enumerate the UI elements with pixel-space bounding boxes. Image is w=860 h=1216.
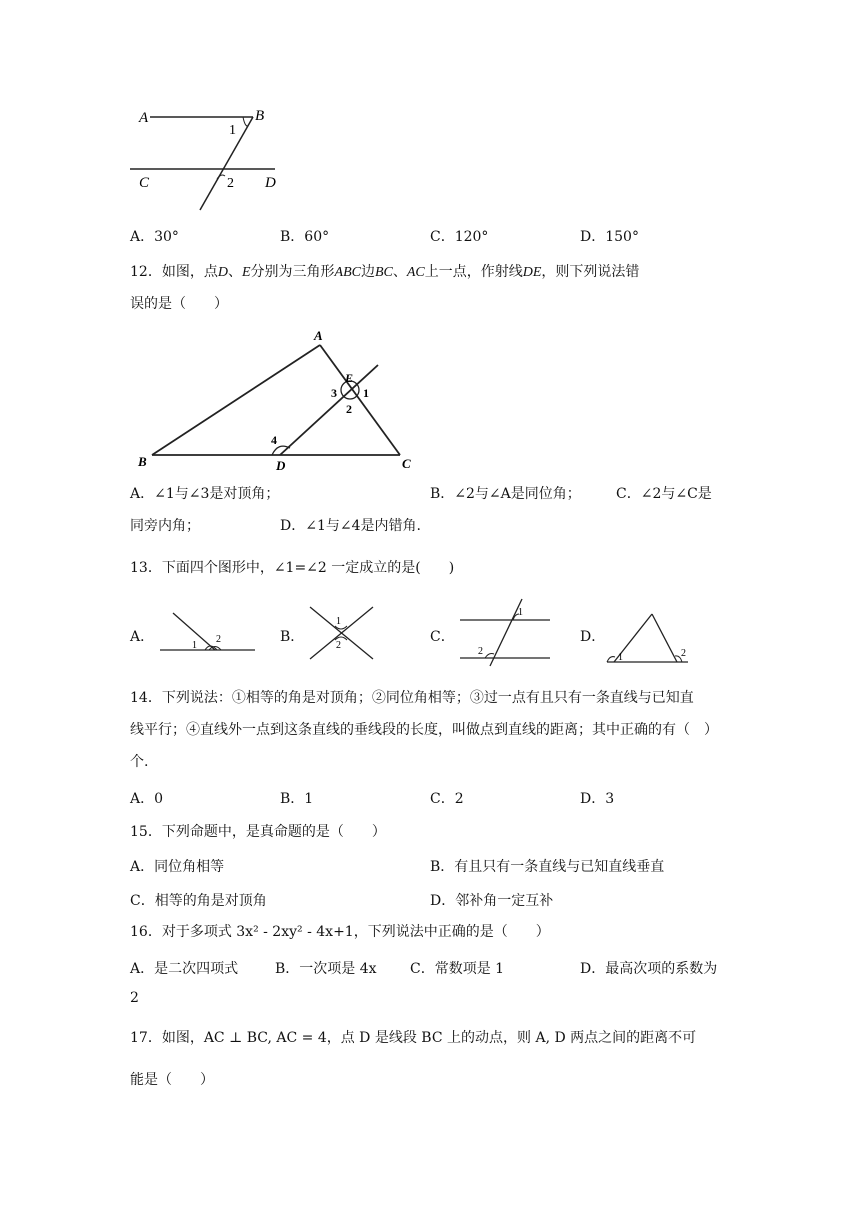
q13-figure-a (155, 605, 260, 655)
svg-text:1: 1 (229, 123, 236, 138)
q14-stem-line3: 个. (130, 754, 149, 770)
q14-option-b[interactable]: B．1 (280, 791, 314, 807)
q12-option-c-cont: 同旁内角； (130, 518, 200, 534)
svg-text:2: 2 (681, 648, 686, 659)
q15-option-a[interactable]: A．同位角相等 (130, 859, 225, 875)
svg-text:C: C (139, 175, 150, 191)
q13-figure-b (305, 604, 380, 662)
svg-text:2: 2 (478, 646, 483, 657)
q16-option-b[interactable]: B．一次项是 4x (275, 961, 377, 977)
q13-figure-d (602, 610, 692, 666)
svg-text:B: B (138, 454, 147, 469)
svg-text:2: 2 (216, 634, 221, 645)
svg-text:C: C (402, 456, 411, 471)
svg-text:A: A (314, 328, 323, 343)
svg-text:1: 1 (192, 640, 197, 651)
q14-option-a[interactable]: A．0 (130, 791, 164, 807)
svg-text:A: A (139, 110, 149, 126)
svg-text:1: 1 (518, 607, 523, 618)
q14-stem-line1: 14．下列说法：①相等的角是对顶角；②同位角相等；③过一点有且只有一条直线与已知直 (130, 690, 694, 706)
q17-stem-line2: 能是（ ） (130, 1072, 214, 1088)
q15-option-c[interactable]: C．相等的角是对顶角 (130, 893, 267, 909)
q12-option-a[interactable]: A．∠1与∠3是对顶角； (130, 486, 280, 502)
q14-option-c[interactable]: C．2 (430, 791, 464, 807)
svg-text:D: D (265, 175, 276, 191)
q13-option-c[interactable]: C． (430, 629, 455, 645)
svg-text:3: 3 (331, 386, 337, 400)
q12-option-c[interactable]: C．∠2与∠C是 (616, 486, 712, 502)
svg-text:2: 2 (346, 402, 352, 416)
q13-stem: 13．下面四个图形中，∠1=∠2 一定成立的是( ) (130, 560, 455, 576)
q17-stem-line1: 17．如图，AC ⊥ BC, AC = 4，点 D 是线段 BC 上的动点，则 A, D 两点之间的距离不可 (130, 1030, 697, 1046)
svg-text:1: 1 (618, 652, 623, 663)
q16-stem: 16．对于多项式 3x² - 2xy² - 4x+1，下列说法中正确的是（ ） (130, 924, 550, 940)
q12-stem-line1: 12．如图，点D、E分别为三角形ABC边BC、AC上一点，作射线DE，则下列说法错 (130, 264, 640, 280)
q16-option-a[interactable]: A．是二次四项式 (130, 961, 239, 977)
q11-option-d[interactable]: D．150° (580, 229, 639, 245)
q11-figure (125, 105, 285, 215)
svg-text:D: D (276, 458, 286, 473)
svg-text:1: 1 (336, 616, 341, 627)
svg-text:4: 4 (271, 433, 277, 447)
q13-option-b[interactable]: B． (280, 629, 305, 645)
q12-figure (130, 320, 430, 475)
svg-text:2: 2 (336, 640, 341, 651)
q13-figure-c (455, 596, 555, 668)
q16-option-d-cont: 2 (130, 990, 139, 1006)
q16-option-c[interactable]: C．常数项是 1 (410, 961, 505, 977)
q11-option-b[interactable]: B．60° (280, 229, 330, 245)
q13-option-d[interactable]: D． (580, 629, 606, 645)
q11-option-a[interactable]: A．30° (130, 229, 179, 245)
q12-option-b[interactable]: B．∠2与∠A是同位角； (430, 486, 581, 502)
svg-text:B: B (255, 108, 265, 124)
q14-stem-line2: 线平行；④直线外一点到这条直线的垂线段的长度，叫做点到直线的距离；其中正确的有（ ） (130, 722, 718, 738)
q12-option-d[interactable]: D．∠1与∠4是内错角. (280, 518, 421, 534)
svg-text:1: 1 (363, 386, 369, 400)
q14-option-d[interactable]: D．3 (580, 791, 615, 807)
q13-option-a[interactable]: A． (130, 629, 155, 645)
q15-option-b[interactable]: B．有且只有一条直线与已知直线垂直 (430, 859, 665, 875)
q15-option-d[interactable]: D．邻补角一定互补 (430, 893, 554, 909)
svg-text:2: 2 (227, 176, 234, 191)
svg-text:E: E (345, 371, 354, 385)
q16-option-d[interactable]: D．最高次项的系数为 (580, 961, 718, 977)
q12-stem-line2: 误的是（ ） (130, 296, 228, 312)
q15-stem: 15．下列命题中，是真命题的是（ ） (130, 824, 386, 840)
q11-option-c[interactable]: C．120° (430, 229, 489, 245)
